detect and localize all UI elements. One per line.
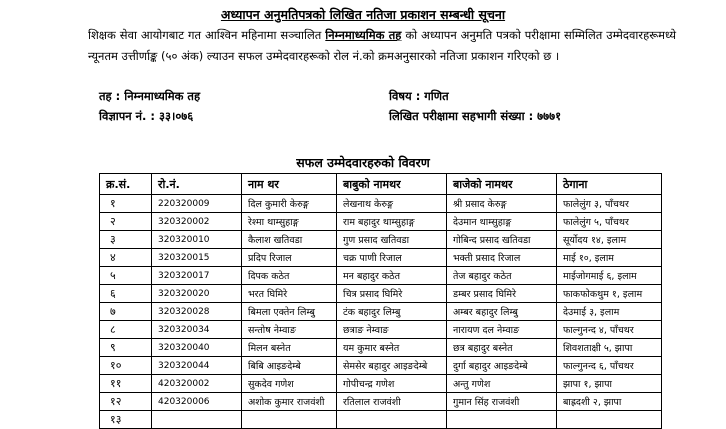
- serial-cell: ३: [100, 231, 152, 249]
- grandfather-name-cell: छत्र बहादुर बस्नेत: [447, 339, 557, 357]
- father-name-cell: रतिलाल राजवंशी: [337, 393, 447, 411]
- results-table-body: [100, 195, 662, 429]
- name-cell: कैलाश खतिवडा: [242, 231, 337, 249]
- father-name-cell: चक्र पाणी रिजाल: [337, 249, 447, 267]
- address-cell: फाल्गुनन्द ४, पाँचथर: [557, 321, 662, 339]
- column-header: रो.नं.: [152, 174, 242, 195]
- father-name-cell: सेमसेर बहादुर आइङदेम्बे: [337, 357, 447, 375]
- grandfather-name-cell: अन्तु गणेश: [447, 375, 557, 393]
- name-cell: [242, 411, 337, 429]
- address-cell: फालेलुंग ५, पाँचथर: [557, 213, 662, 231]
- serial-cell: २: [100, 213, 152, 231]
- name-cell: सुकदेव गणेश: [242, 375, 337, 393]
- serial-cell: ४: [100, 249, 152, 267]
- roll-number-cell: 320320040: [152, 339, 242, 357]
- roll-number-cell: 420320002: [152, 375, 242, 393]
- serial-cell: १३: [100, 411, 152, 429]
- serial-cell: ८: [100, 321, 152, 339]
- address-cell: फालेलुंग ३, पाँचथर: [557, 195, 662, 213]
- address-cell: फाकफोकथुम १, इलाम: [557, 285, 662, 303]
- roll-number-cell: 320320002: [152, 213, 242, 231]
- name-cell: सन्तोष नेम्वाङ: [242, 321, 337, 339]
- table-row: [100, 321, 662, 339]
- name-cell: भरत घिमिरे: [242, 285, 337, 303]
- address-cell: शिवशताक्षी ५, झापा: [557, 339, 662, 357]
- name-cell: प्रदिप रिजाल: [242, 249, 337, 267]
- serial-cell: १२: [100, 393, 152, 411]
- name-cell: रेश्मा थाम्सुहाङ्ग: [242, 213, 337, 231]
- notice-number: विज्ञापन नं. : ३३।०७६: [99, 109, 194, 123]
- address-cell: माईजोगमाई ६, इलाम: [557, 267, 662, 285]
- father-name-cell: गुण प्रसाद खतिवडा: [337, 231, 447, 249]
- serial-cell: ११: [100, 375, 152, 393]
- roll-number-cell: 320320028: [152, 303, 242, 321]
- grandfather-name-cell: अम्बर बहादुर लिम्बु: [447, 303, 557, 321]
- serial-cell: ७: [100, 303, 152, 321]
- table-row: [100, 393, 662, 411]
- father-name-cell: राम बहादुर थाम्सुहाङ्ग: [337, 213, 447, 231]
- address-cell: बाह्रदशी २, झापा: [557, 393, 662, 411]
- name-cell: बिमला एक्तेन लिम्बु: [242, 303, 337, 321]
- table-row: [100, 249, 662, 267]
- column-header: बाजेको नामथर: [447, 174, 557, 195]
- serial-cell: ६: [100, 285, 152, 303]
- serial-cell: १: [100, 195, 152, 213]
- grandfather-name-cell: नारायण दल नेम्वाङ: [447, 321, 557, 339]
- table-row: [100, 411, 662, 429]
- address-cell: फाल्गुनन्द ६, पाँचथर: [557, 357, 662, 375]
- grandfather-name-cell: तेज बहादुर कठेत: [447, 267, 557, 285]
- results-table: [99, 173, 662, 429]
- grandfather-name-cell: श्री प्रसाद केरुङ्ग: [447, 195, 557, 213]
- subject-label: विषय : गणित: [389, 89, 449, 103]
- grandfather-name-cell: भक्ती प्रसाद रिजाल: [447, 249, 557, 267]
- name-cell: अशोक कुमार राजवंशी: [242, 393, 337, 411]
- level-label: तह : निम्नमाध्यमिक तह: [99, 89, 201, 103]
- grandfather-name-cell: [447, 411, 557, 429]
- father-name-cell: चित्र प्रसाद घिमिरे: [337, 285, 447, 303]
- name-cell: मिलन बस्नेत: [242, 339, 337, 357]
- notice-paragraph: [88, 25, 676, 67]
- address-cell: [557, 411, 662, 429]
- results-table-header: [100, 174, 662, 195]
- address-cell: माई १०, इलाम: [557, 249, 662, 267]
- table-row: [100, 375, 662, 393]
- table-row: [100, 339, 662, 357]
- table-row: [100, 357, 662, 375]
- grandfather-name-cell: गोबिन्द प्रसाद खतिवडा: [447, 231, 557, 249]
- father-name-cell: लेखनाथ केरुङ्ग: [337, 195, 447, 213]
- table-row: [100, 285, 662, 303]
- page-title: अध्यापन अनुमतिपत्रको लिखित नतिजा प्रकाशन सम्बन्धी सूचना: [220, 7, 506, 22]
- column-header: बाबुको नामथर: [337, 174, 447, 195]
- father-name-cell: गोपीचन्द्र गणेश: [337, 375, 447, 393]
- grandfather-name-cell: दुर्गा बहादुर आइङदेम्बे: [447, 357, 557, 375]
- father-name-cell: मन बहादुर कठेत: [337, 267, 447, 285]
- roll-number-cell: 320320010: [152, 231, 242, 249]
- table-row: [100, 213, 662, 231]
- roll-number-cell: 420320006: [152, 393, 242, 411]
- header-row: [100, 174, 662, 195]
- para-highlight: निम्नमाध्यमिक तह: [325, 28, 402, 42]
- address-cell: सूर्योदय १४, इलाम: [557, 231, 662, 249]
- father-name-cell: [337, 411, 447, 429]
- father-name-cell: टंक बहादुर लिम्बु: [337, 303, 447, 321]
- roll-number-cell: 320320034: [152, 321, 242, 339]
- column-header: क्र.सं.: [100, 174, 152, 195]
- father-name-cell: यम कुमार बस्नेत: [337, 339, 447, 357]
- para-after: को अध्यापन अनुमति पत्रको परीक्षामा सम्मिलित उम्मेदवारहरूमध्ये न्यूनतम उत्तीर्णाङ्क (५० अंक) ल्याउन सफल उम्मेदवारहरूको रोल नं.को क्रमअनुसारको नतिजा प्रकाशन गरिएको छ ।: [88, 28, 677, 63]
- grandfather-name-cell: गुमान सिंह राजवंशी: [447, 393, 557, 411]
- table-row: [100, 267, 662, 285]
- name-cell: बिबि आइङदेम्बे: [242, 357, 337, 375]
- roll-number-cell: 320320015: [152, 249, 242, 267]
- serial-cell: ९: [100, 339, 152, 357]
- serial-cell: ५: [100, 267, 152, 285]
- roll-number-cell: 320320017: [152, 267, 242, 285]
- table-row: [100, 231, 662, 249]
- roll-number-cell: 320320044: [152, 357, 242, 375]
- roll-number-cell: [152, 411, 242, 429]
- table-row: [100, 303, 662, 321]
- roll-number-cell: 220320009: [152, 195, 242, 213]
- name-cell: दिल कुमारी केरुङ्ग: [242, 195, 337, 213]
- column-header: ठेगाना: [557, 174, 662, 195]
- para-before: शिक्षक सेवा आयोगबाट गत आश्विन महिनामा सञ्चालित: [88, 28, 326, 42]
- table-title: सफल उम्मेदवारहरुको विवरण: [296, 155, 430, 170]
- column-header: नाम थर: [242, 174, 337, 195]
- address-cell: झापा १, झापा: [557, 375, 662, 393]
- father-name-cell: छत्राङ नेम्वाङ: [337, 321, 447, 339]
- roll-number-cell: 320320020: [152, 285, 242, 303]
- grandfather-name-cell: देउमान थाम्सुहाङ्ग: [447, 213, 557, 231]
- table-row: [100, 195, 662, 213]
- grandfather-name-cell: डम्बर प्रसाद घिमिरे: [447, 285, 557, 303]
- participant-count: लिखित परीक्षामा सहभागी संख्या : ७७७१: [389, 109, 562, 123]
- name-cell: दिपक कठेत: [242, 267, 337, 285]
- serial-cell: १०: [100, 357, 152, 375]
- address-cell: देउमाई ३, इलाम: [557, 303, 662, 321]
